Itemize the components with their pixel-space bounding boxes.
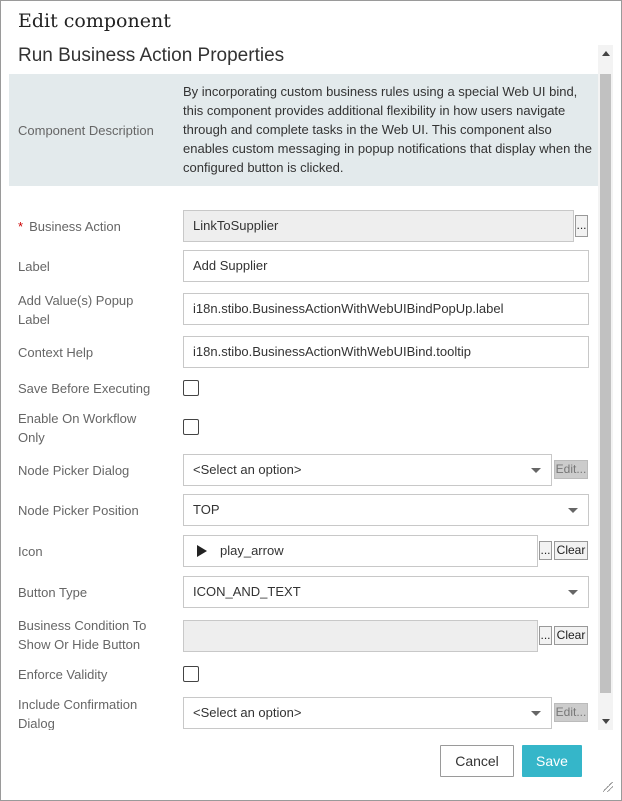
business-action-browse-button[interactable]: ... (575, 215, 588, 237)
business-condition-browse-button[interactable]: ... (539, 626, 552, 645)
icon-browse-button[interactable]: ... (539, 541, 552, 560)
business-condition-label-line1: Business Condition To (18, 618, 147, 633)
include-confirmation-value: <Select an option> (193, 705, 302, 720)
node-picker-dialog-select[interactable] (183, 454, 552, 486)
dialog-title: Edit component (18, 10, 171, 32)
popup-label-label-line1: Add Value(s) Popup (18, 293, 134, 308)
chevron-down-icon (568, 590, 578, 595)
component-description-block (9, 74, 598, 186)
node-picker-position-select[interactable] (183, 494, 589, 526)
resize-grip-icon[interactable] (603, 782, 613, 792)
node-picker-dialog-value: <Select an option> (193, 462, 302, 477)
business-action-label (18, 217, 121, 236)
business-condition-field[interactable] (183, 620, 538, 652)
business-action-label-text: Business Action (29, 219, 121, 234)
vertical-scrollbar[interactable] (598, 45, 613, 730)
business-condition-label-line2: Show Or Hide Button (18, 637, 141, 652)
component-description-text: By incorporating custom business rules using a special Web UI bind, this component provides additional flexibility in how users navigate through and complete tasks in the Web UI. This component also enables custom messaging in popup notifications that display when the configured button is clicked. (183, 84, 593, 175)
include-confirmation-select[interactable] (183, 697, 552, 729)
scroll-up-arrow-icon[interactable] (602, 51, 610, 56)
scrollbar-thumb[interactable] (600, 74, 611, 693)
icon-value: play_arrow (220, 543, 284, 558)
section-title: Run Business Action Properties (18, 45, 285, 66)
include-confirmation-label (18, 695, 137, 730)
icon-label: Icon (18, 544, 43, 559)
chevron-down-icon (531, 711, 541, 716)
enable-on-workflow-label-line1: Enable On Workflow (18, 411, 137, 426)
popup-label-input[interactable]: i18n.stibo.BusinessActionWithWebUIBindPopUp.label (183, 293, 589, 325)
node-picker-dialog-edit-button[interactable]: Edit... (554, 460, 588, 479)
include-confirmation-edit-button[interactable]: Edit... (554, 703, 588, 722)
button-type-value: ICON_AND_TEXT (193, 584, 301, 599)
save-before-executing-label: Save Before Executing (18, 381, 151, 396)
label-label: Label (18, 259, 50, 274)
cancel-button[interactable]: Cancel (440, 745, 514, 777)
button-type-select[interactable] (183, 576, 589, 608)
node-picker-position-value: TOP (193, 502, 220, 517)
node-picker-dialog-label: Node Picker Dialog (18, 463, 130, 478)
business-condition-label (18, 616, 146, 654)
component-description-label: Component Description (18, 123, 154, 138)
scroll-down-arrow-icon[interactable] (602, 719, 610, 724)
button-type-label: Button Type (18, 585, 88, 600)
chevron-down-icon (568, 508, 578, 513)
required-marker: * (18, 219, 24, 234)
enable-on-workflow-label-line2: Only (18, 430, 45, 445)
icon-clear-button[interactable]: Clear (554, 541, 588, 560)
enable-on-workflow-checkbox[interactable] (183, 419, 199, 435)
save-before-executing-checkbox[interactable] (183, 380, 199, 396)
node-picker-position-label: Node Picker Position (18, 503, 139, 518)
label-input[interactable]: Add Supplier (183, 250, 589, 282)
context-help-label: Context Help (18, 345, 94, 360)
popup-label-label (18, 291, 133, 329)
context-help-input[interactable]: i18n.stibo.BusinessActionWithWebUIBind.tooltip (183, 336, 589, 368)
chevron-down-icon (531, 468, 541, 473)
save-button[interactable]: Save (522, 745, 582, 777)
properties-scroll-area[interactable] (9, 74, 598, 730)
business-action-field[interactable]: LinkToSupplier (183, 210, 574, 242)
enforce-validity-label: Enforce Validity (18, 667, 108, 682)
enable-on-workflow-label (18, 409, 136, 447)
icon-field[interactable] (183, 535, 538, 567)
enforce-validity-checkbox[interactable] (183, 666, 199, 682)
include-confirmation-label-line1: Include Confirmation (18, 697, 138, 712)
business-condition-clear-button[interactable]: Clear (554, 626, 588, 645)
play-arrow-icon (197, 545, 207, 557)
popup-label-label-line2: Label (18, 312, 50, 327)
include-confirmation-label-line2: Dialog (18, 716, 55, 730)
